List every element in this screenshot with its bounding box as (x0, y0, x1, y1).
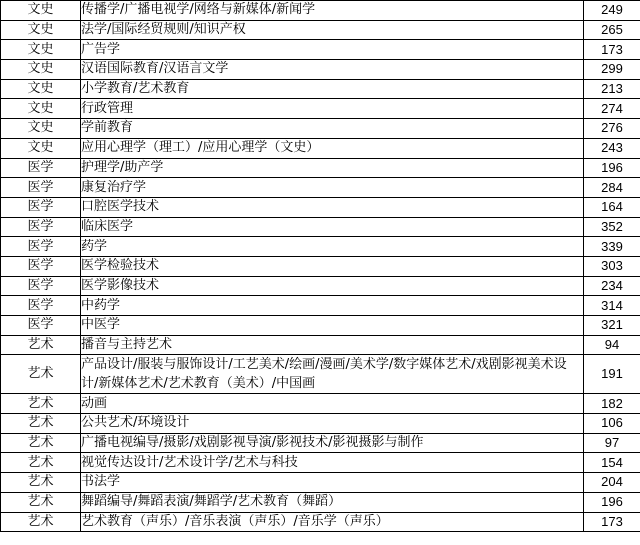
table-row (1, 119, 640, 139)
major-cell: 中医学 (81, 316, 584, 336)
table-row (1, 40, 640, 60)
major-cell: 播音与主持艺术 (81, 335, 584, 355)
score-cell: 276 (584, 119, 640, 139)
score-cell: 106 (584, 414, 640, 434)
category-cell: 医学 (1, 217, 81, 237)
major-cell: 康复治疗学 (81, 178, 584, 198)
table-row (1, 256, 640, 276)
table-row (1, 178, 640, 198)
table-row (1, 316, 640, 336)
score-cell: 213 (584, 79, 640, 99)
score-cell: 303 (584, 256, 640, 276)
table-row (1, 138, 640, 158)
score-table-body (1, 1, 640, 532)
category-cell: 艺术 (1, 433, 81, 453)
major-cell: 动画 (81, 394, 584, 414)
table-row (1, 60, 640, 80)
score-cell: 196 (584, 492, 640, 512)
major-cell: 广播电视编导/摄影/戏剧影视导演/影视技术/影视摄影与制作 (81, 433, 584, 453)
table-row (1, 20, 640, 40)
category-cell: 艺术 (1, 355, 81, 394)
score-cell: 265 (584, 20, 640, 40)
category-cell: 文史 (1, 99, 81, 119)
category-cell: 医学 (1, 237, 81, 257)
category-cell: 医学 (1, 158, 81, 178)
major-cell: 法学/国际经贸规则/知识产权 (81, 20, 584, 40)
category-cell: 文史 (1, 60, 81, 80)
score-cell: 321 (584, 316, 640, 336)
major-cell: 行政管理 (81, 99, 584, 119)
category-cell: 医学 (1, 316, 81, 336)
major-cell: 舞蹈编导/舞蹈表演/舞蹈学/艺术教育（舞蹈） (81, 492, 584, 512)
major-cell: 医学影像技术 (81, 276, 584, 296)
major-cell: 汉语国际教育/汉语言文学 (81, 60, 584, 80)
score-cell: 249 (584, 1, 640, 21)
major-cell: 小学教育/艺术教育 (81, 79, 584, 99)
major-cell: 书法学 (81, 473, 584, 493)
major-cell: 中药学 (81, 296, 584, 316)
score-cell: 173 (584, 40, 640, 60)
table-row (1, 453, 640, 473)
score-cell: 284 (584, 178, 640, 198)
table-row (1, 355, 640, 394)
category-cell: 医学 (1, 256, 81, 276)
table-row (1, 492, 640, 512)
category-cell: 文史 (1, 79, 81, 99)
major-cell: 临床医学 (81, 217, 584, 237)
score-cell: 234 (584, 276, 640, 296)
score-cell: 352 (584, 217, 640, 237)
table-row (1, 414, 640, 434)
major-cell: 药学 (81, 237, 584, 257)
table-row (1, 79, 640, 99)
table-row (1, 512, 640, 532)
category-cell: 艺术 (1, 335, 81, 355)
category-cell: 艺术 (1, 453, 81, 473)
score-cell: 274 (584, 99, 640, 119)
score-cell: 314 (584, 296, 640, 316)
major-cell: 口腔医学技术 (81, 197, 584, 217)
category-cell: 医学 (1, 296, 81, 316)
table-row (1, 296, 640, 316)
score-cell: 97 (584, 433, 640, 453)
score-cell: 196 (584, 158, 640, 178)
category-cell: 文史 (1, 1, 81, 21)
table-row (1, 158, 640, 178)
major-cell: 产品设计/服装与服饰设计/工艺美术/绘画/漫画/美术学/数字媒体艺术/戏剧影视美术设计/新媒体艺术/艺术教育（美术）/中国画 (81, 355, 584, 394)
table-row (1, 276, 640, 296)
major-cell: 广告学 (81, 40, 584, 60)
score-cell: 204 (584, 473, 640, 493)
major-cell: 视觉传达设计/艺术设计学/艺术与科技 (81, 453, 584, 473)
score-cell: 154 (584, 453, 640, 473)
table-row (1, 394, 640, 414)
category-cell: 艺术 (1, 473, 81, 493)
major-cell: 艺术教育（声乐）/音乐表演（声乐）/音乐学（声乐） (81, 512, 584, 532)
table-row (1, 237, 640, 257)
category-cell: 医学 (1, 197, 81, 217)
category-cell: 医学 (1, 178, 81, 198)
major-cell: 学前教育 (81, 119, 584, 139)
category-cell: 艺术 (1, 512, 81, 532)
score-cell: 94 (584, 335, 640, 355)
score-cell: 164 (584, 197, 640, 217)
table-row (1, 197, 640, 217)
table-row (1, 433, 640, 453)
score-cell: 299 (584, 60, 640, 80)
score-cell: 173 (584, 512, 640, 532)
table-row (1, 99, 640, 119)
score-cell: 339 (584, 237, 640, 257)
category-cell: 文史 (1, 138, 81, 158)
table-row (1, 217, 640, 237)
category-cell: 文史 (1, 40, 81, 60)
category-cell: 艺术 (1, 394, 81, 414)
major-cell: 医学检验技术 (81, 256, 584, 276)
major-cell: 应用心理学（理工）/应用心理学（文史） (81, 138, 584, 158)
category-cell: 艺术 (1, 414, 81, 434)
major-cell: 护理学/助产学 (81, 158, 584, 178)
major-cell: 传播学/广播电视学/网络与新媒体/新闻学 (81, 1, 584, 21)
table-row (1, 1, 640, 21)
score-cell: 191 (584, 355, 640, 394)
category-cell: 艺术 (1, 492, 81, 512)
table-row (1, 335, 640, 355)
score-cell: 182 (584, 394, 640, 414)
table-row (1, 473, 640, 493)
score-cell: 243 (584, 138, 640, 158)
category-cell: 文史 (1, 20, 81, 40)
major-cell: 公共艺术/环境设计 (81, 414, 584, 434)
category-cell: 文史 (1, 119, 81, 139)
category-cell: 医学 (1, 276, 81, 296)
